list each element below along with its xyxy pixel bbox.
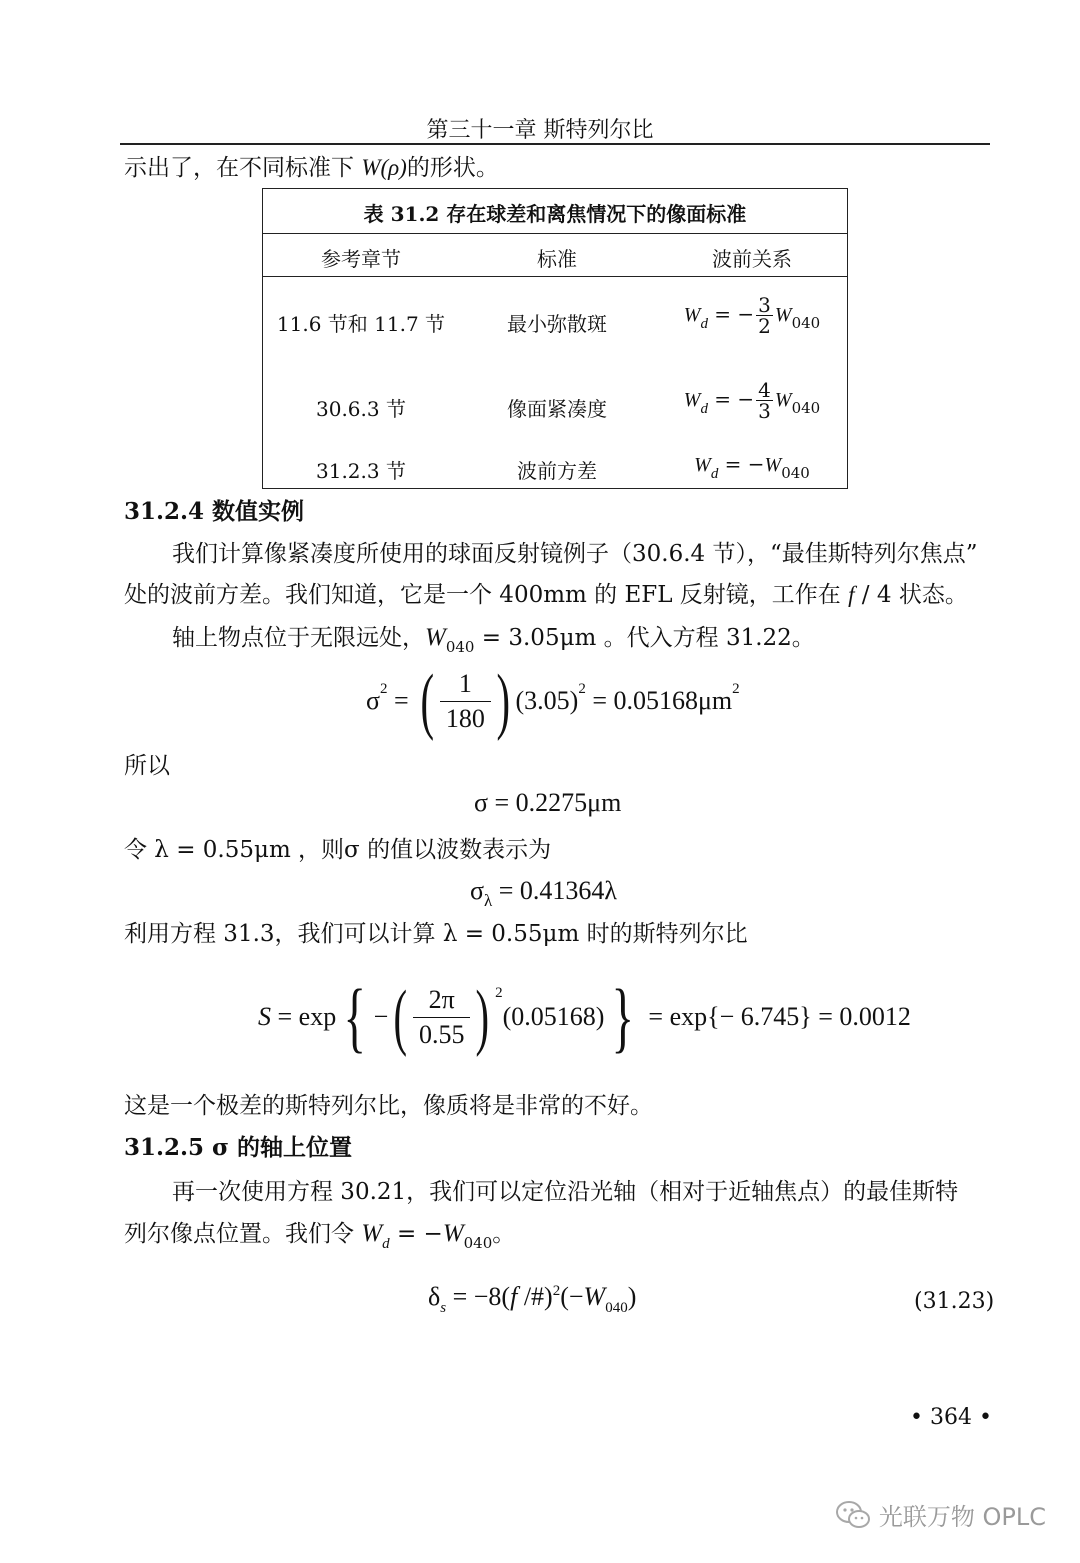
fraction: $\frac{2\pi}{0.55}$ (413, 983, 471, 1052)
table-col-header: 波前关系 (712, 247, 792, 271)
intro-w-rho: W(ρ) (361, 155, 407, 180)
table-cell-relation: $W_d = -W_{040}$ (694, 452, 810, 482)
table-cell-section: 30.6.3 节 (316, 397, 406, 421)
paragraph-line: 列尔像点位置。我们令 $W_d = -W_{040}$。 (124, 1220, 516, 1252)
criteria-table (262, 188, 848, 489)
table-cell-criterion: 最小弥散斑 (507, 312, 607, 336)
equation-number: (31.23) (914, 1289, 995, 1314)
paragraph-line: 处的波前方差。我们知道，它是一个 400mm 的 EFL 反射镜，工作在 f / 4 状态。 (124, 582, 968, 608)
intro-text-a: 示出了，在不同标准下 (124, 155, 362, 181)
fraction: $\frac{1}{180}$ (440, 667, 491, 736)
table-rule-top (263, 233, 847, 234)
table-cell-relation: $W_d$ = − $\frac{3}{2}$ $W_{040}$ (683, 293, 821, 338)
table-cell-criterion: 像面紧凑度 (507, 397, 607, 421)
wechat-icon (835, 1500, 871, 1536)
paragraph-line: 利用方程 31.3，我们可以计算 λ = 0.55μm 时的斯特列尔比 (124, 921, 748, 947)
section-heading: 31.2.5 σ 的轴上位置 (124, 1134, 353, 1161)
equation-delta-s: $\delta_s = -8(f$ $/\#)^2(-W_{040})$ (428, 1282, 637, 1316)
table-cell-section: 31.2.3 节 (316, 459, 406, 483)
table-col-header: 标准 (537, 247, 577, 271)
page-number: • 364 • (910, 1405, 992, 1430)
paragraph-line: 轴上物点位于无限远处，$W_{040} = 3.05\mu m$ 。代入方程 31.22。 (172, 624, 815, 656)
equation-strehl: S = exp{ −( $\frac{2\pi}{0.55}$ ) $^2$(0.05168)} = exp{− 6.745} = 0.0012 (258, 973, 911, 1060)
equation-sigma-lambda: $\sigma_\lambda = 0.41364\lambda$ (470, 876, 618, 910)
intro-text-b: 的形状。 (406, 155, 499, 181)
intro-line (124, 152, 499, 184)
table-cell-criterion: 波前方差 (517, 459, 597, 483)
table-caption: 表 31.2 存在球差和离焦情况下的像面标准 (363, 202, 747, 226)
watermark-text: 光联万物 OPLC (878, 1503, 1046, 1531)
paragraph-line: 令 λ = 0.55μm ，则σ 的值以波数表示为 (124, 837, 552, 863)
fraction: $\frac{3}{2}$ (758, 293, 771, 338)
equation-sigma: σ = 0.2275μm (474, 788, 622, 817)
table-col-header: 参考章节 (321, 247, 401, 271)
fraction: $\frac{4}{3}$ (758, 378, 771, 423)
table-cell-relation: $W_d$ = − $\frac{4}{3}$ $W_{040}$ (683, 378, 821, 423)
table-rule-mid (263, 276, 847, 277)
section-heading: 31.2.4 数值实例 (124, 498, 305, 525)
equation-variance: $\sigma^2$ = ( $\frac{1}{180}$ ) $(3.05)^2 = 0.05168\mu m^2$ (366, 660, 740, 742)
paragraph-line: 再一次使用方程 30.21，我们可以定位沿光轴（相对于近轴焦点）的最佳斯特 (172, 1179, 959, 1205)
so-text: 所以 (124, 753, 170, 779)
paragraph-line: 我们计算像紧凑度所使用的球面反射镜例子（30.6.4 节），“最佳斯特列尔焦点” (172, 541, 978, 567)
header-rule (120, 143, 990, 145)
paragraph-line: 这是一个极差的斯特列尔比，像质将是非常的不好。 (124, 1093, 653, 1119)
chapter-header: 第三十一章 斯特列尔比 (426, 118, 654, 143)
table-cell-section: 11.6 节和 11.7 节 (276, 312, 446, 336)
watermark (835, 1497, 1046, 1536)
